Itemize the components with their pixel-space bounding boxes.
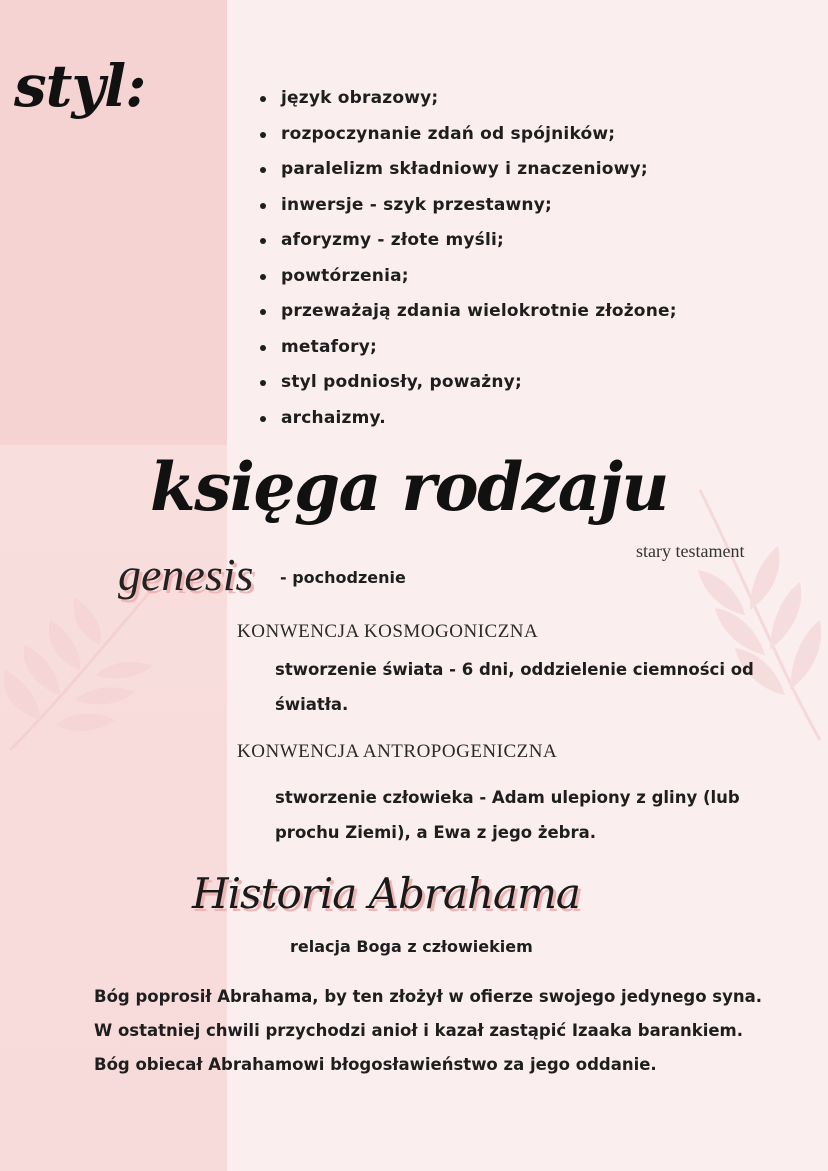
list-item: styl podniosły, poważny; [258,368,677,404]
style-heading: styl: [14,52,146,120]
list-item: aforyzmy - złote myśli; [258,226,677,262]
old-testament-label: stary testament [636,541,745,561]
abraham-story-text: Bóg poprosił Abrahama, by ten złożył w ofierze swojego jedynego syna. W ostatniej chwili przychodzi anioł i kazał zastąpić Izaaka barankiem. Bóg obiecał Abrahamowi błogosławieństwo za jego oddanie. [94,987,763,1074]
anthropogenic-convention-title: KONWENCJA ANTROPOGENICZNA [237,741,558,762]
style-list [258,84,677,439]
list-item: język obrazowy; [258,84,677,120]
list-item: archaizmy. [258,404,677,440]
abraham-story-subtitle: relacja Boga z człowiekiem [290,937,533,956]
list-item: przeważają zdania wielokrotnie złożone; [258,297,677,333]
list-item: inwersje - szyk przestawny; [258,191,677,227]
cosmogonic-convention-title: KONWENCJA KOSMOGONICZNA [237,621,539,642]
cosmogonic-convention-text: stworzenie świata - 6 dni, oddzielenie ciemności od światła. [275,660,754,714]
genesis-book-title: księga rodzaju [150,448,668,526]
list-item: powtórzenia; [258,262,677,298]
abraham-story-title: Historia Abrahama [192,869,580,918]
genesis-word: genesis [118,549,254,600]
anthropogenic-convention-text: stworzenie człowieka - Adam ulepiony z gliny (lub prochu Ziemi), a Ewa z jego żebra. [275,788,740,842]
list-item: rozpoczynanie zdań od spójników; [258,120,677,156]
list-item: paralelizm składniowy i znaczeniowy; [258,155,677,191]
list-item: metafory; [258,333,677,369]
genesis-meaning: - pochodzenie [280,568,406,587]
